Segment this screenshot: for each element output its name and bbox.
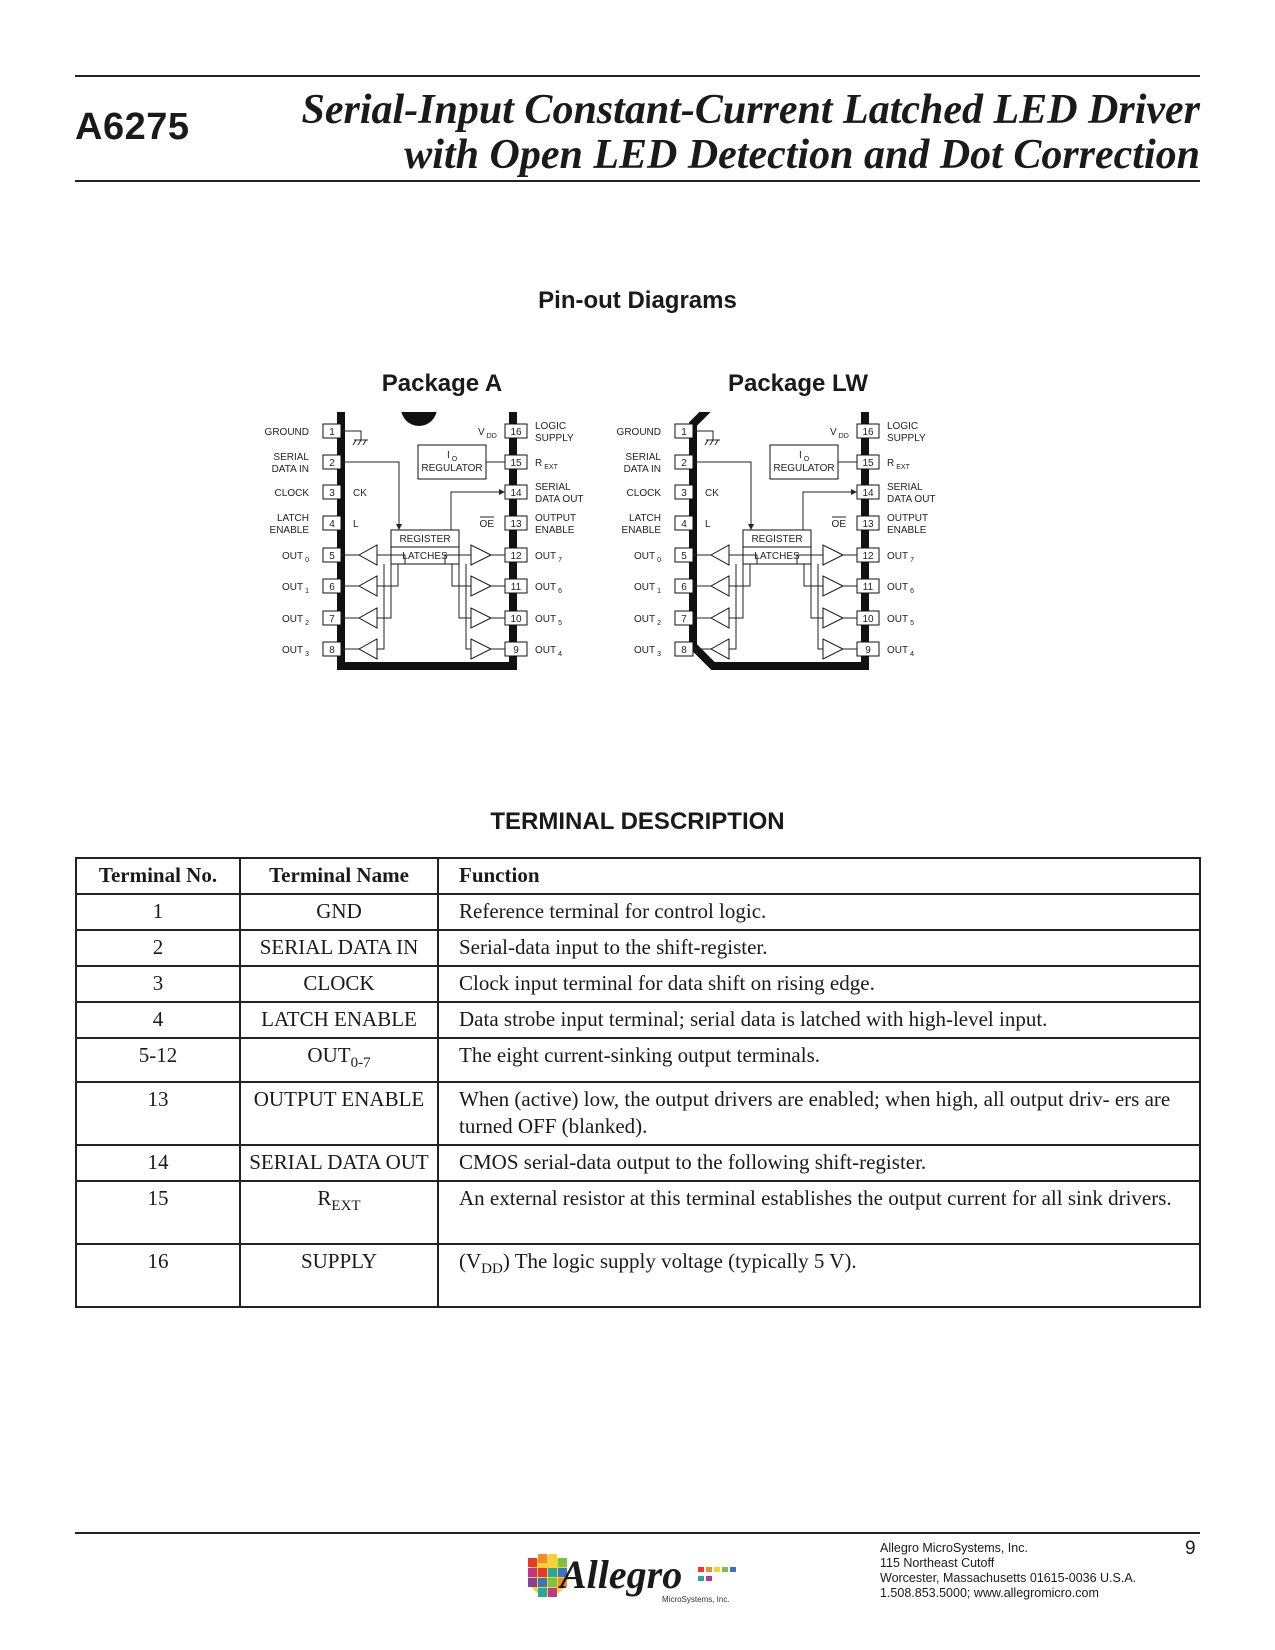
pin-label-right: ENABLE: [535, 525, 575, 536]
terminal-function: An external resistor at this terminal establishes the output current for all sink drivers.: [438, 1181, 1200, 1244]
output-buffer-left: [711, 639, 729, 659]
pin-number: 2: [329, 458, 335, 469]
document-title-line-1: Serial-Input Constant-Current Latched LED Driver: [301, 87, 1200, 133]
terminal-name: SUPPLY: [240, 1244, 438, 1307]
table-row: [76, 1082, 1200, 1145]
terminal-name-text: OUT: [307, 1043, 351, 1067]
pin-label-left: OUT $_0$: [281, 551, 309, 564]
output-buffer-right: [823, 545, 843, 565]
pin-number: 3: [681, 488, 687, 499]
pin-number: 14: [510, 488, 522, 499]
output-wire: [804, 564, 823, 586]
pin-label-right: OUT $_7$: [887, 551, 915, 564]
output-wire: [729, 564, 750, 586]
output-wire: [452, 564, 471, 586]
pin-number: 9: [865, 645, 871, 656]
data-in-wire: [341, 462, 399, 526]
pin-label-left: OUT $_0$: [633, 551, 661, 564]
function-subscript: DD: [481, 1261, 503, 1278]
pin-label-right: OUT $_5$: [887, 614, 915, 627]
pin-label-left: ENABLE: [621, 525, 661, 536]
header-function: Function: [438, 858, 1200, 894]
output-buffer-left: [359, 545, 377, 565]
pin-number: 8: [329, 645, 335, 656]
terminal-no: 14: [76, 1145, 240, 1181]
data-in-arrow: [396, 524, 402, 530]
terminal-name: SERIAL DATA IN: [240, 930, 438, 966]
io-label: I $_O$: [447, 450, 458, 463]
logo-wordmark: Allegro: [560, 1552, 683, 1597]
pin-number: 5: [329, 551, 335, 562]
terminal-function: CMOS serial-data output to the following shift-register.: [438, 1145, 1200, 1181]
pin-label-right: OUT $_4$: [535, 645, 563, 658]
output-wire: [818, 564, 823, 649]
output-buffer-right: [823, 608, 843, 628]
pin-number: 4: [329, 519, 335, 530]
output-buffer-right: [823, 576, 843, 596]
oe-label: OE: [831, 519, 846, 530]
pin1-notch: [401, 412, 437, 426]
pin-label-left: LATCH: [628, 513, 661, 524]
company-street: 115 Northeast Cutoff: [880, 1556, 995, 1570]
terminal-function: Data strobe input terminal; serial data is latched with high-level input.: [438, 1002, 1200, 1038]
table-row: [76, 1181, 1200, 1244]
pin-label-right: LOGIC: [887, 421, 919, 432]
footer-rule: [75, 1532, 1200, 1534]
pin-label-right: ENABLE: [887, 525, 927, 536]
terminal-no: 3: [76, 966, 240, 1002]
pin-number: 16: [862, 427, 874, 438]
data-in-arrow: [748, 524, 754, 530]
output-buffer-right: [471, 608, 491, 628]
pin-label-left: CLOCK: [626, 488, 661, 499]
latches-label: LATCHES: [754, 551, 800, 562]
data-in-wire: [693, 462, 751, 526]
pin-label-left: SERIAL: [625, 452, 661, 463]
pin-label-right: OUT $_6$: [887, 582, 915, 595]
table-row: [76, 966, 1200, 1002]
table-row: [76, 894, 1200, 930]
terminal-description-table: [75, 857, 1201, 1308]
terminal-function: [438, 1244, 1200, 1307]
package-a-title: Package A: [381, 370, 503, 397]
pin-label-left: OUT $_1$: [633, 582, 661, 595]
pin-number: 7: [681, 614, 687, 625]
pin-label-left: DATA IN: [271, 464, 309, 475]
header-top-rule: [75, 75, 1200, 77]
terminal-no: 1: [76, 894, 240, 930]
output-wire: [377, 564, 398, 586]
output-buffer-left: [711, 576, 729, 596]
terminal-name-text: R: [317, 1186, 332, 1211]
document-title-line-2: with Open LED Detection and Dot Correction: [404, 132, 1200, 178]
ground-icon: [341, 431, 368, 445]
output-buffer-right: [823, 639, 843, 659]
terminal-function: Reference terminal for control logic.: [438, 894, 1200, 930]
pin-number: 1: [329, 427, 335, 438]
header-bottom-rule: [75, 180, 1200, 182]
pin-number: 13: [862, 519, 874, 530]
output-wire: [377, 564, 384, 649]
output-buffer-left: [711, 545, 729, 565]
header-terminal-name: Terminal Name: [240, 858, 438, 894]
pin-label-left: OUT $_3$: [281, 645, 309, 658]
package-lw-diagram: [617, 412, 1037, 732]
terminal-function: The eight current-sinking output terminals.: [438, 1038, 1200, 1082]
pin-label-right: SERIAL: [535, 482, 571, 493]
regulator-label: REGULATOR: [773, 463, 835, 474]
output-buffer-left: [711, 608, 729, 628]
terminal-name: CLOCK: [240, 966, 438, 1002]
header-terminal-no: Terminal No.: [76, 858, 240, 894]
pin-number: 11: [862, 582, 874, 593]
pin-label-right: OUTPUT: [887, 513, 929, 524]
output-wire: [466, 564, 471, 649]
vdd-label: V $_{DD}$: [830, 427, 849, 440]
pin-label-left: GROUND: [617, 427, 661, 438]
l-label: L: [353, 519, 359, 530]
terminal-no: 4: [76, 1002, 240, 1038]
pin-number: 15: [510, 458, 522, 469]
terminal-name: GND: [240, 894, 438, 930]
terminal-no: 15: [76, 1181, 240, 1244]
pin-label-left: ENABLE: [269, 525, 309, 536]
table-row: [76, 1244, 1200, 1307]
l-label: L: [705, 519, 711, 530]
pin-label-right: LOGIC: [535, 421, 567, 432]
pin-label-right: OUT $_5$: [535, 614, 563, 627]
table-row: [76, 1002, 1200, 1038]
table-header-row: [76, 858, 1200, 894]
terminal-name: LATCH ENABLE: [240, 1002, 438, 1038]
pin-label-left: LATCH: [276, 513, 309, 524]
output-wire: [811, 564, 823, 618]
output-wire: [729, 564, 736, 649]
function-text: ) The logic supply voltage (typically 5 V).: [502, 1249, 857, 1274]
terminal-name: OUTPUT ENABLE: [240, 1082, 438, 1145]
terminal-function: When (active) low, the output drivers are enabled; when high, all output driv- ers are turned OFF (blanked).: [438, 1082, 1200, 1145]
output-buffer-right: [471, 545, 491, 565]
terminal-no: 16: [76, 1244, 240, 1307]
pin-label-left: OUT $_2$: [281, 614, 309, 627]
terminal-description-title: TERMINAL DESCRIPTION: [490, 808, 785, 835]
company-name: Allegro MicroSystems, Inc.: [880, 1541, 1028, 1555]
io-label: I $_O$: [799, 450, 810, 463]
table-row: [76, 1145, 1200, 1181]
pin-label-right: SUPPLY: [535, 433, 574, 444]
pin-number: 14: [862, 488, 874, 499]
pin-number: 3: [329, 488, 335, 499]
pin-number: 8: [681, 645, 687, 656]
pin-number: 11: [510, 582, 522, 593]
company-address: [880, 1541, 1136, 1601]
pin-label-left: OUT $_1$: [281, 582, 309, 595]
pin-number: 7: [329, 614, 335, 625]
pin-label-left: DATA IN: [623, 464, 661, 475]
page-number: 9: [1185, 1538, 1196, 1559]
output-wire: [459, 564, 471, 618]
pinout-section-title: Pin-out Diagrams: [538, 287, 737, 314]
company-contact: 1.508.853.5000; www.allegromicro.com: [880, 1586, 1099, 1600]
pin-label-right: R $_{EXT}$: [887, 458, 910, 471]
pin-label-left: OUT $_3$: [633, 645, 661, 658]
pin-label-right: SUPPLY: [887, 433, 926, 444]
pin-number: 13: [510, 519, 522, 530]
pin-label-right: OUT $_6$: [535, 582, 563, 595]
register-label: REGISTER: [399, 534, 451, 545]
terminal-name-subscript: 0-7: [350, 1055, 371, 1072]
output-buffer-left: [359, 639, 377, 659]
data-out-arrow: [851, 489, 857, 495]
output-buffer-right: [471, 639, 491, 659]
logo-subtitle: MicroSystems, Inc.: [662, 1595, 730, 1604]
pin-number: 15: [862, 458, 874, 469]
table-row: [76, 930, 1200, 966]
regulator-label: REGULATOR: [421, 463, 483, 474]
pin-label-left: CLOCK: [274, 488, 309, 499]
pin-number: 6: [329, 582, 335, 593]
pin-label-right: DATA OUT: [887, 494, 936, 505]
pin-number: 9: [513, 645, 519, 656]
allegro-logo: [522, 1540, 752, 1606]
terminal-name: [240, 1038, 438, 1082]
package-lw-title: Package LW: [727, 370, 869, 397]
ck-label: CK: [705, 488, 719, 499]
pin-number: 16: [510, 427, 522, 438]
pin-number: 4: [681, 519, 687, 530]
output-buffer-left: [359, 608, 377, 628]
terminal-no: 2: [76, 930, 240, 966]
output-buffer-right: [471, 576, 491, 596]
terminal-function: Serial-data input to the shift-register.: [438, 930, 1200, 966]
terminal-name-subscript: EXT: [331, 1198, 361, 1215]
oe-label: OE: [479, 519, 494, 530]
pin-label-right: R $_{EXT}$: [535, 458, 558, 471]
pin-label-left: GROUND: [265, 427, 309, 438]
pin-label-right: OUT $_4$: [887, 645, 915, 658]
output-buffer-left: [359, 576, 377, 596]
terminal-no: 5-12: [76, 1038, 240, 1082]
pin-label-left: OUT $_2$: [633, 614, 661, 627]
part-number: A6275: [75, 106, 190, 148]
pin-label-right: OUTPUT: [535, 513, 577, 524]
pin-label-right: DATA OUT: [535, 494, 584, 505]
pin-label-right: OUT $_7$: [535, 551, 563, 564]
vdd-label: V $_{DD}$: [478, 427, 497, 440]
pin-number: 2: [681, 458, 687, 469]
table-row: [76, 1038, 1200, 1082]
pin-number: 10: [862, 614, 874, 625]
pin-number: 12: [862, 551, 874, 562]
data-out-arrow: [499, 489, 505, 495]
terminal-name: [240, 1181, 438, 1244]
ck-label: CK: [353, 488, 367, 499]
company-city: Worcester, Massachusetts 01615-0036 U.S.A.: [880, 1571, 1137, 1585]
pin-label-right: SERIAL: [887, 482, 923, 493]
pin-number: 5: [681, 551, 687, 562]
pin-label-left: SERIAL: [273, 452, 309, 463]
register-label: REGISTER: [751, 534, 803, 545]
function-prefix: (V: [459, 1249, 482, 1274]
pin-number: 6: [681, 582, 687, 593]
ground-icon: [693, 431, 720, 445]
latches-label: LATCHES: [402, 551, 448, 562]
pin-number: 1: [681, 427, 687, 438]
terminal-no: 13: [76, 1082, 240, 1145]
pin-number: 10: [510, 614, 522, 625]
pin-number: 12: [510, 551, 522, 562]
terminal-name: SERIAL DATA OUT: [240, 1145, 438, 1181]
terminal-function: Clock input terminal for data shift on rising edge.: [438, 966, 1200, 1002]
